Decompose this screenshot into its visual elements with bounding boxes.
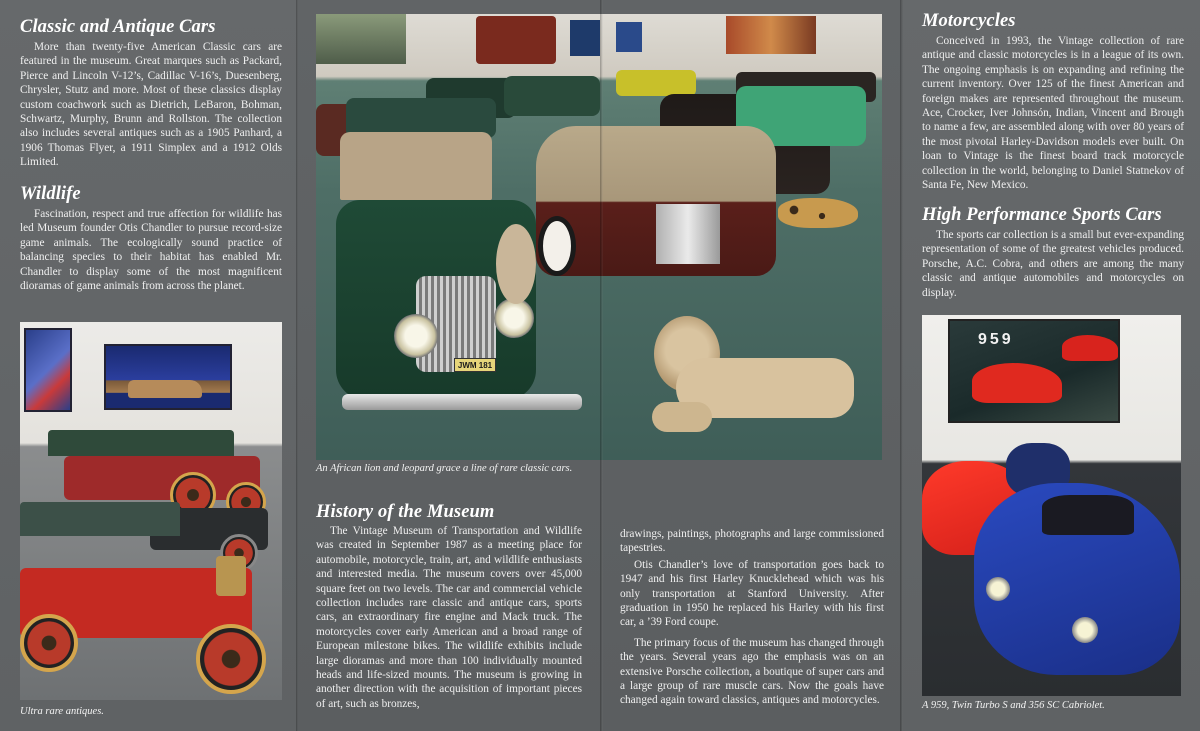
wall-painting [570, 20, 600, 56]
history-text-1: The Vintage Museum of Transportation and Wildlife was created in September 1987 as a meeting place for automobile, motorcycle, train, art, and wildlife enthusiasts and interested media. The museum covers over 45,000 square feet on two levels. The car and commercial vehicle collection includes rare classic and antique cars, sports cars, an extraordinary fire engine and Mack truck. The motorcycles cover early American and a broad range of European milestone bikes. The wildlife exhibits include large dioramas and more than 100 individually mounted heads and life-sized mounts. The museum is growing in another direction with the acquisition of important pieces of art, such as bronzes, [316, 525, 582, 710]
locomotive [476, 16, 556, 64]
wall-tapestry [726, 16, 816, 54]
classic-cars-text: More than twenty-five American Classic cars are featured in the museum. Great marques such as Packard, Pierce and Lincoln V-12’s, Cadillac V-16’s, Duesenberg, Chrysler, Stutz and more. Most of these classics display custom coachwork such as Dietrich, LeBaron, Bohman, Schwartz, Murphy, Brunn and Rollston. The collection also includes several antiques such as a 1905 Panhard, a 1906 Thomas Flyer, a 1911 Simplex and a 1912 Olds Limited. [20, 41, 282, 169]
porsche-photo [922, 315, 1181, 696]
fold-line-center [600, 0, 603, 731]
sports-cars-heading: High Performance Sports Cars [922, 205, 1162, 225]
poster-959-text: 959 [978, 331, 1014, 348]
history-column-1 [316, 524, 582, 711]
porsche-photo-caption: A 959, Twin Turbo S and 356 SC Cabriolet. [922, 700, 1105, 711]
lion-paws [652, 402, 712, 432]
windshield [1042, 495, 1134, 535]
history-text-2: drawings, paintings, photographs and large commissioned tapestries. [620, 528, 884, 555]
brass-radiator [216, 556, 246, 596]
left-panel [0, 0, 298, 731]
history-column-2 [620, 527, 884, 708]
antique-photo-caption: Ultra rare antiques. [20, 706, 104, 717]
chrome-bumper [342, 394, 582, 410]
license-plate: JWM 181 [454, 358, 496, 372]
leopard [778, 198, 858, 228]
wall-mural [316, 14, 406, 64]
classic-cars-heading: Classic and Antique Cars [20, 17, 216, 37]
front-wheel [196, 624, 266, 694]
wall-poster-small [24, 328, 72, 412]
motorcycles-section [922, 10, 1184, 192]
sports-cars-text: The sports car collection is a small but ever-expanding representation of some of the greatest vehicles produced. Porsche, A.C. Cobra, and others are among the many classic and antique automobiles and motorcycles on display. [922, 229, 1184, 299]
sports-cars-section [922, 204, 1184, 300]
spare-tire [496, 224, 536, 304]
porsche-959-poster [948, 319, 1120, 423]
history-section [316, 501, 880, 523]
classic-cars-section [20, 16, 282, 170]
history-heading: History of the Museum [316, 502, 495, 522]
antique-car-canopy [20, 502, 180, 536]
motorcycles-heading: Motorcycles [922, 11, 1016, 31]
headlight-left [394, 314, 438, 358]
history-text-4: The primary focus of the museum has changed through the years. Several years ago the emphasis was on an extensive Porsche collection, a boutique of super cars and a large group of rare muscle cars. Now the goals have changed again toward classics, antiques and motorcycles. [620, 636, 884, 707]
showroom-photo [316, 14, 882, 460]
wildlife-section [20, 183, 282, 293]
chrome-grille [656, 204, 720, 264]
antique-cars-photo [20, 322, 282, 700]
wildlife-heading: Wildlife [20, 184, 81, 204]
showroom-photo-caption: An African lion and leopard grace a line of rare classic cars. [316, 463, 573, 474]
tan-soft-top [340, 132, 492, 200]
motorcycles-text: Conceived in 1993, the Vintage collection of rare antique and classic motorcycles is in a league of its own. The ongoing emphasis is on expanding and refining the current inventory. Over 125 of the finest American and foreign makes are represented throughout the museum. Ace, Crocker, Iver Johnsón, Indian, Vincent and Brough to name a few, are assembled along with over 80 years of the most pivotal Harley-Davidson models ever built. On loan to Vintage is the finest board track motorcycle collection in the world, belonging to Daniel Statnekov of Santa Fe, New Mexico. [922, 35, 1184, 192]
wall-poster-large [104, 344, 232, 410]
wildlife-text: Fascination, respect and true affection for wildlife has led Museum founder Otis Chandler to pursue record-size game animals. The ecologically sound practice of balancing species to their habitat has enabled Mr. Chandler to display some of the most magnificent dioramas of game animals from across the planet. [20, 208, 282, 293]
history-text-3: Otis Chandler’s love of transportation goes back to 1947 and his first Harley Knucklehead which was his only transportation at Stanford University. After graduation in 1950 he replaced his Harley with his first car, a ’39 Ford coupe. [620, 558, 884, 629]
headlight-right [494, 298, 534, 338]
antique-car-top [48, 430, 234, 456]
